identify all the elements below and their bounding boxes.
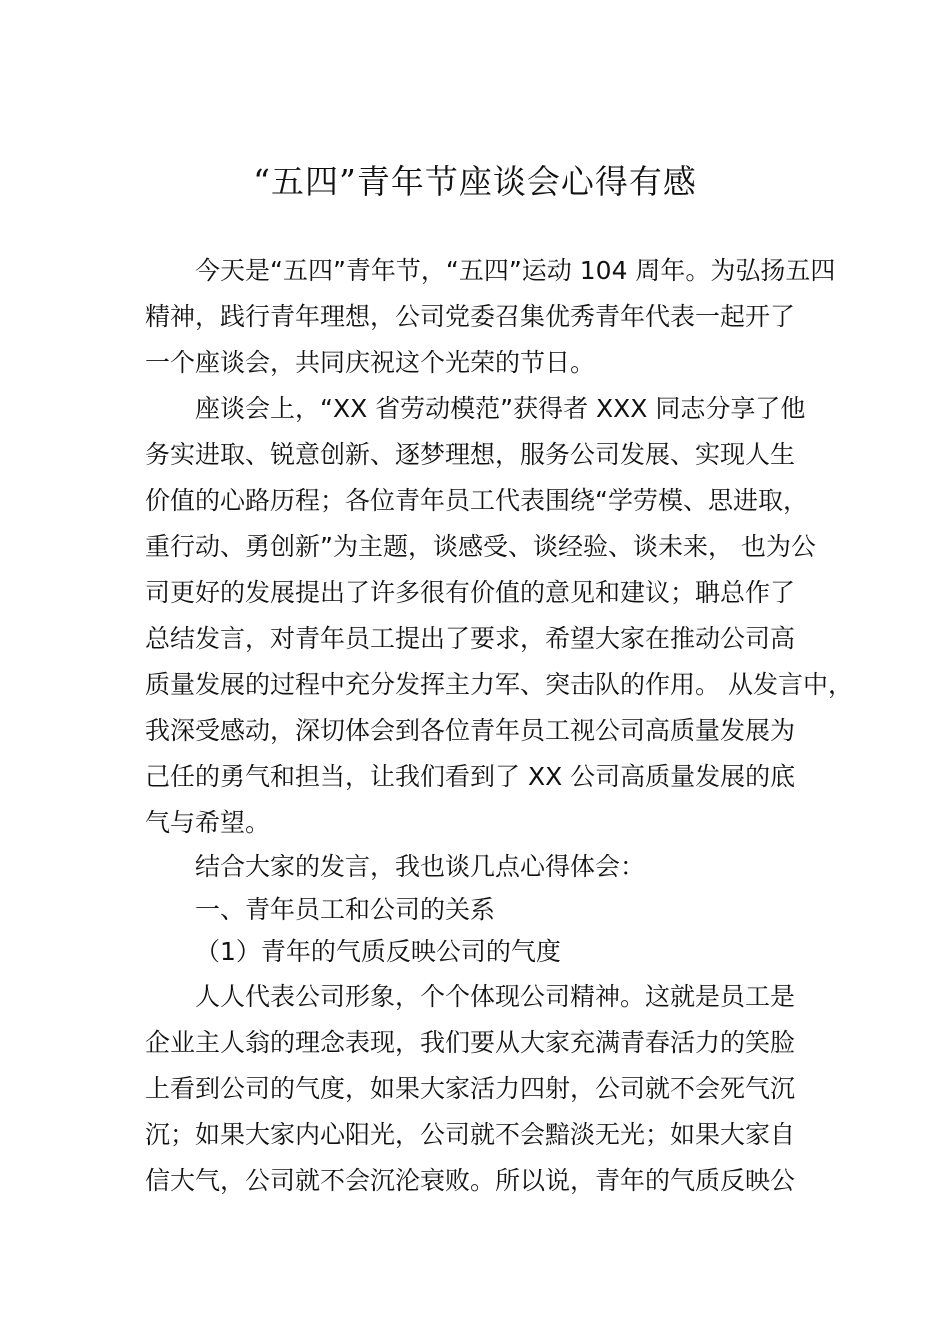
section-heading: 一、青年员工和公司的关系 [195, 894, 496, 924]
text-line: 结合大家的发言，我也谈几点心得体会： [195, 852, 646, 881]
text-line: 质量发展的过程中充分发挥主力军、突击队的作用。 从发言中， [145, 670, 853, 699]
text-line: 人人代表公司形象，个个体现公司精神。这就是员工是 [195, 981, 796, 1011]
text-line: 一个座谈会，共同庆祝这个光荣的节日。 [145, 348, 596, 377]
text-line: 上看到公司的气度，如果大家活力四射，公司就不会死气沉 [145, 1073, 796, 1103]
text-line: 价值的心路历程；各位青年员工代表围绕“学劳模、思进取， [145, 486, 808, 515]
text-line: 我深受感动，深切体会到各位青年员工视公司高质量发展为 [145, 716, 796, 745]
text-line: 今天是“五四”青年节，“五四”运动 104 周年。为弘扬五四 [195, 256, 836, 285]
document-body [145, 248, 853, 1204]
text-line: 务实进取、锐意创新、逐梦理想，服务公司发展、实现人生 [145, 440, 796, 469]
document-title: “五四”青年节座谈会心得有感 [253, 162, 697, 201]
text-line: 己任的勇气和担当，让我们看到了 XX 公司高质量发展的底 [145, 762, 796, 791]
text-line: 沉；如果大家内心阳光，公司就不会黯淡无光；如果大家自 [145, 1119, 796, 1149]
text-line: 总结发言，对青年员工提出了要求，希望大家在推动公司高 [145, 624, 796, 653]
text-line: 气与希望。 [145, 808, 271, 837]
text-line: 精神，践行青年理想，公司党委召集优秀青年代表一起开了 [145, 302, 796, 331]
subsection-heading: （1）青年的气质反映公司的气度 [195, 937, 561, 966]
text-line: 重行动、勇创新”为主题，谈感受、谈经验、谈未来， 也为公 [145, 532, 816, 561]
text-line: 信大气，公司就不会沉沦衰败。所以说，青年的气质反映公 [145, 1165, 796, 1195]
text-line: 企业主人翁的理念表现，我们要从大家充满青春活力的笑脸 [145, 1027, 796, 1057]
text-line: 座谈会上，“XX 省劳动模范”获得者 XXX 同志分享了他 [195, 394, 806, 423]
text-line: 司更好的发展提出了许多很有价值的意见和建议；聃总作了 [145, 578, 796, 607]
